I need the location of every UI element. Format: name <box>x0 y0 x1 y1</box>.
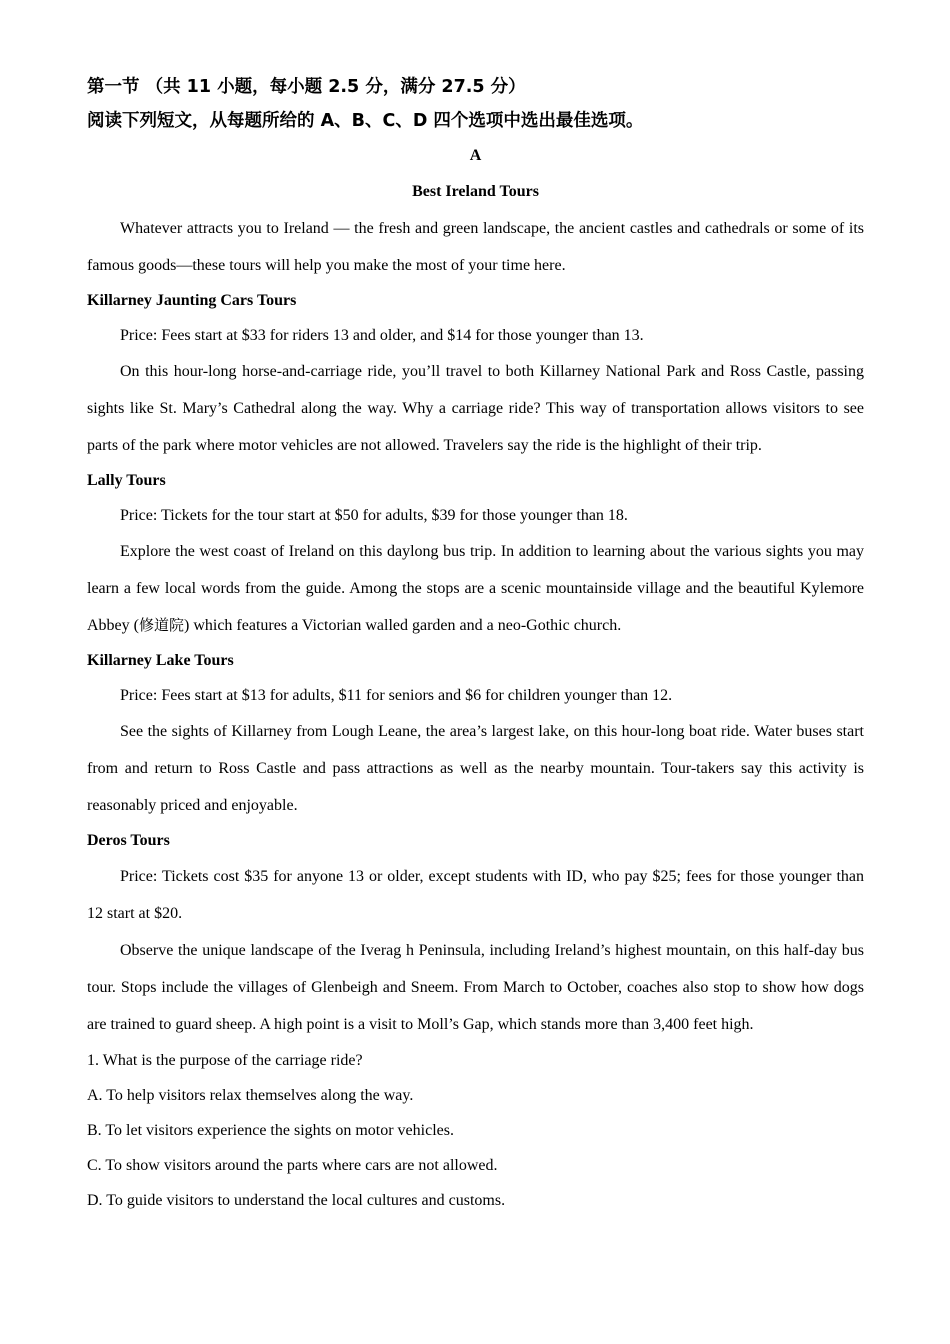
tour-description-killarney-lake: See the sights of Killarney from Lough Leane, the area’s largest lake, on this hour-long boat ride. Water buses start from and return to Ross Castle and pass attractions as well as the nearby mountain. Tour-takers say this activity is reasonably priced and enjoyable. <box>87 723 864 814</box>
passage-letter: A <box>469 147 482 164</box>
option-c: C. To show visitors around the parts where cars are not allowed. <box>87 1157 498 1174</box>
tour-price-killarney-lake: Price: Fees start at $13 for adults, $11 for seniors and $6 for children younger than 12. <box>120 687 673 704</box>
tour-description-lally <box>87 533 864 644</box>
section-instructions: 阅读下列短文，从每题所给的 A、B、C、D 四个选项中选出最佳选项。 <box>87 111 644 131</box>
tour-description-lally-part1: Explore the west coast of Ireland on this daylong bus trip. In addition to learning about the various sights you may learn a few local words from the guide. Among the stops are a scenic mountainside village and the beautiful Kylemore Abbey ( <box>87 543 864 634</box>
section-heading: 第一节 （共 11 小题，每小题 2.5 分，满分 27.5 分） <box>87 77 526 97</box>
option-a: A. To help visitors relax themselves along the way. <box>87 1087 414 1104</box>
tour-heading-killarney-lake: Killarney Lake Tours <box>87 652 234 669</box>
tour-price-deros: Price: Tickets cost $35 for anyone 13 or older, except students with ID, who pay $25; fees for those younger than 12 start at $20. <box>87 868 864 922</box>
question-stem: 1. What is the purpose of the carriage ride? <box>87 1052 363 1069</box>
option-d: D. To guide visitors to understand the local cultures and customs. <box>87 1192 506 1209</box>
tour-description-killarney-jaunting-cars: On this hour-long horse-and-carriage ride, you’ll travel to both Killarney National Park and Ross Castle, passing sights like St. Mary’s Cathedral along the way. Why a carriage ride? This way of transportation allows visitors to see parts of the park where motor vehicles are not allowed. Travelers say the ride is the highlight of their trip. <box>87 363 864 454</box>
passage-intro: Whatever attracts you to Ireland — the fresh and green landscape, the ancient castles and cathedrals or some of its famous goods—these tours will help you make the most of your time here. <box>87 220 864 274</box>
tour-description-deros: Observe the unique landscape of the Iverag h Peninsula, including Ireland’s highest mountain, on this half-day bus tour. Stops include the villages of Glenbeigh and Sneem. From March to October, coaches also stop to show how dogs are trained to guard sheep. A high point is a visit to Moll’s Gap, which stands more than 3,400 feet high. <box>87 942 864 1033</box>
tour-description-lally-gloss: 修道院 <box>138 616 184 634</box>
tour-heading-lally: Lally Tours <box>87 472 166 489</box>
passage-title: Best Ireland Tours <box>412 183 539 200</box>
tour-description-lally-part2: ) which features a Victorian walled garden and a neo-Gothic church. <box>184 617 622 634</box>
tour-price-killarney-jaunting-cars: Price: Fees start at $33 for riders 13 and older, and $14 for those younger than 13. <box>120 327 644 344</box>
option-b: B. To let visitors experience the sights on motor vehicles. <box>87 1122 454 1139</box>
document-page <box>87 70 864 1218</box>
tour-price-lally: Price: Tickets for the tour start at $50 for adults, $39 for those younger than 18. <box>120 507 628 524</box>
tour-heading-killarney-jaunting-cars: Killarney Jaunting Cars Tours <box>87 292 297 309</box>
tour-heading-deros: Deros Tours <box>87 832 170 849</box>
